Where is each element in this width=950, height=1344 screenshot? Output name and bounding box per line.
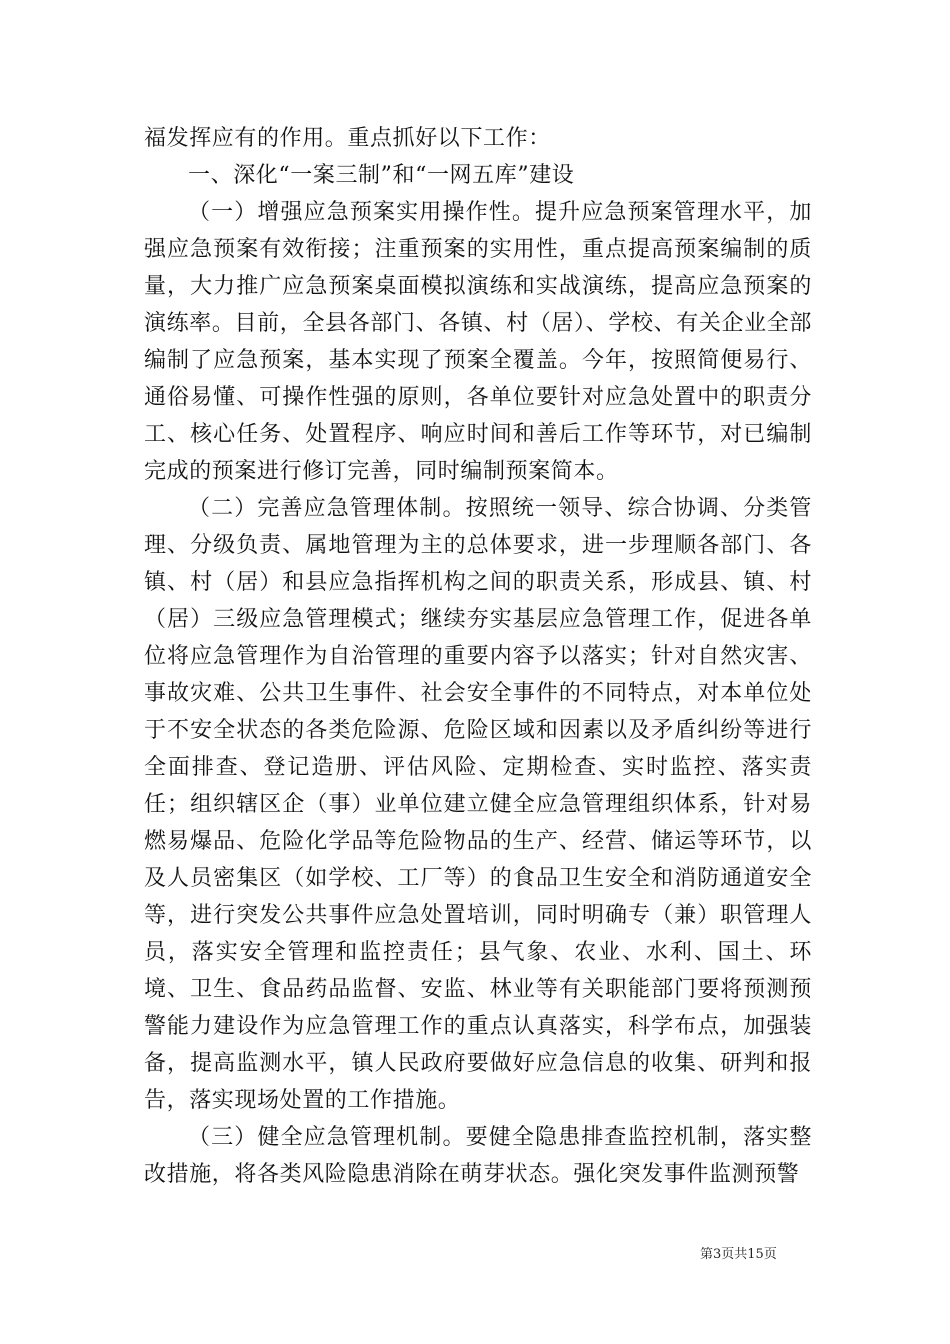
- paragraph-continued: 福发挥应有的作用。重点抓好以下工作：: [144, 126, 551, 151]
- document-body: [144, 120, 812, 1193]
- paragraph-management-mechanism: （三）健全应急管理机制。要健全隐患排查监控机制，落实整改措施，将各类风险隐患消除在萌芽状态。强化突发事件监测预警: [144, 1125, 812, 1187]
- page-number-footer: 第3页共15页: [700, 1247, 777, 1262]
- paragraph-plan-operability: （一）增强应急预案实用操作性。提升应急预案管理水平，加强应急预案有效衔接；注重预案的实用性，重点提高预案编制的质量，大力推广应急预案桌面模拟演练和实战演练，提高应急预案的演练率。目前，全县各部门、各镇、村（居）、学校、有关企业全部编制了应急预案，基本实现了预案全覆盖。今年，按照简便易行、通俗易懂、可操作性强的原则，各单位要针对应急处置中的职责分工、核心任务、处置程序、响应时间和善后工作等环节，对已编制完成的预案进行修订完善，同时编制预案简本。: [144, 200, 812, 484]
- section-heading: 一、深化“一案三制”和“一网五库”建设: [188, 163, 575, 188]
- paragraph-management-system: （二）完善应急管理体制。按照统一领导、综合协调、分类管理、分级负责、属地管理为主的总体要求，进一步理顺各部门、各镇、村（居）和县应急指挥机构之间的职责关系，形成县、镇、村（居）三级应急管理模式；继续夯实基层应急管理工作，促进各单位将应急管理作为自治管理的重要内容予以落实；针对自然灾害、事故灾难、公共卫生事件、社会安全事件的不同特点，对本单位处于不安全状态的各类危险源、危险区域和因素以及矛盾纠纷等进行全面排查、登记造册、评估风险、定期检查、实时监控、落实责任；组织辖区企（事）业单位建立健全应急管理组织体系，针对易燃易爆品、危险化学品等危险物品的生产、经营、储运等环节，以及人员密集区（如学校、工厂等）的食品卫生安全和消防通道安全等，进行突发公共事件应急处置培训，同时明确专（兼）职管理人员，落实安全管理和监控责任；县气象、农业、水利、国土、环境、卫生、食品药品监督、安监、林业等有关职能部门要将预测预警能力建设作为应急管理工作的重点认真落实，科学布点，加强装备，提高监测水平，镇人民政府要做好应急信息的收集、研判和报告，落实现场处置的工作措施。: [144, 496, 812, 1113]
